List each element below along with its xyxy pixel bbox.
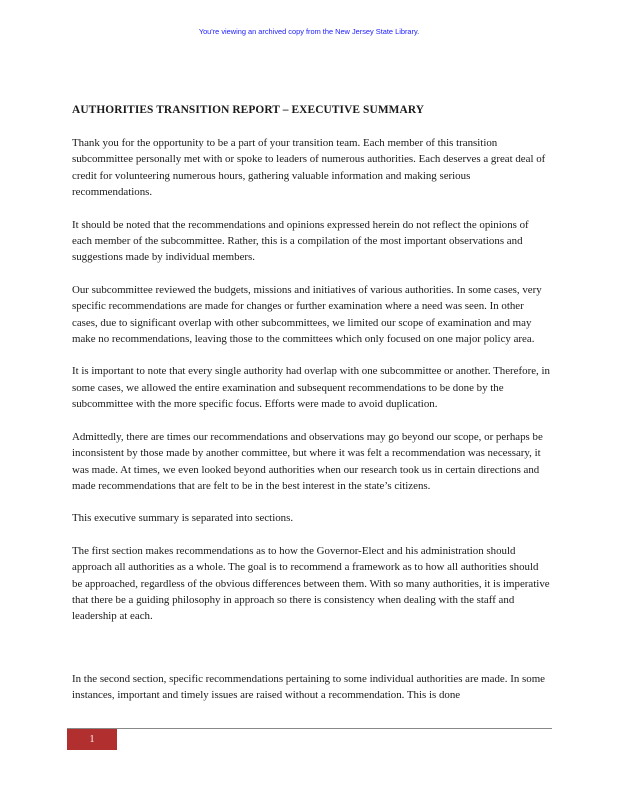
footer-divider — [67, 728, 552, 729]
page-number: 1 — [89, 734, 95, 745]
paragraph-second-section: In the second section, specific recommendations pertaining to some individual authorities are made. In some instances, important and timely issues are raised without a recommendation. This is done — [72, 672, 545, 702]
page-number-badge — [67, 729, 117, 750]
document-title: AUTHORITIES TRANSITION REPORT – EXECUTIVE SUMMARY — [72, 104, 425, 116]
paragraph-disclaimer: It should be noted that the recommendations and opinions expressed herein do not reflect the opinions of each member of the subcommittee. Rather, this is a compilation of the most important observations and suggestions made by individual members. — [72, 218, 529, 264]
document-body — [72, 103, 550, 720]
paragraph-review: Our subcommittee reviewed the budgets, missions and initiatives of various authorities. In some cases, very specific recommendations are made for changes or further examination where a need was seen. In other cases, due to significant overlap with other subcommittees, we limited our scope of examination and may make no recommendations, leaving those to the committees which only focused on one major policy area. — [72, 283, 542, 346]
archive-notice[interactable]: You're viewing an archived copy from the New Jersey State Library. — [198, 27, 420, 36]
paragraph-overlap: It is important to note that every single authority had overlap with one subcommittee or another. Therefore, in some cases, we allowed the entire examination and subsequent recommendations to be done by the subcommittee with the more specific focus. Efforts were made to avoid duplication. — [72, 365, 550, 411]
paragraph-first-section: The first section makes recommendations as to how the Governor-Elect and his administration should approach all authorities as a whole. The goal is to recommend a framework as to how all authorities should be approached, regardless of the obvious differences between them. With so many authorities, it is imperative that there be a guiding philosophy in approach so there is consistency when dealing with the staff and leadership at each. — [72, 544, 550, 623]
paragraph-intro: Thank you for the opportunity to be a part of your transition team. Each member of this transition subcommittee personally met with or spoke to leaders of numerous authorities. Each deserves a great deal of credit for volunteering numerous hours, gathering valuable information and making serious recommendations. — [72, 137, 546, 199]
paragraph-sections: This executive summary is separated into sections. — [72, 512, 294, 525]
paragraph-scope: Admittedly, there are times our recommendations and observations may go beyond our scope, or perhaps be inconsistent by those made by another committee, but where it was felt a recommendation was necessary, it was made. At times, we even looked beyond authorities when our research took us in certain directions and made recommendations that are felt to be in the best interest in the state’s citizens. — [72, 430, 543, 492]
